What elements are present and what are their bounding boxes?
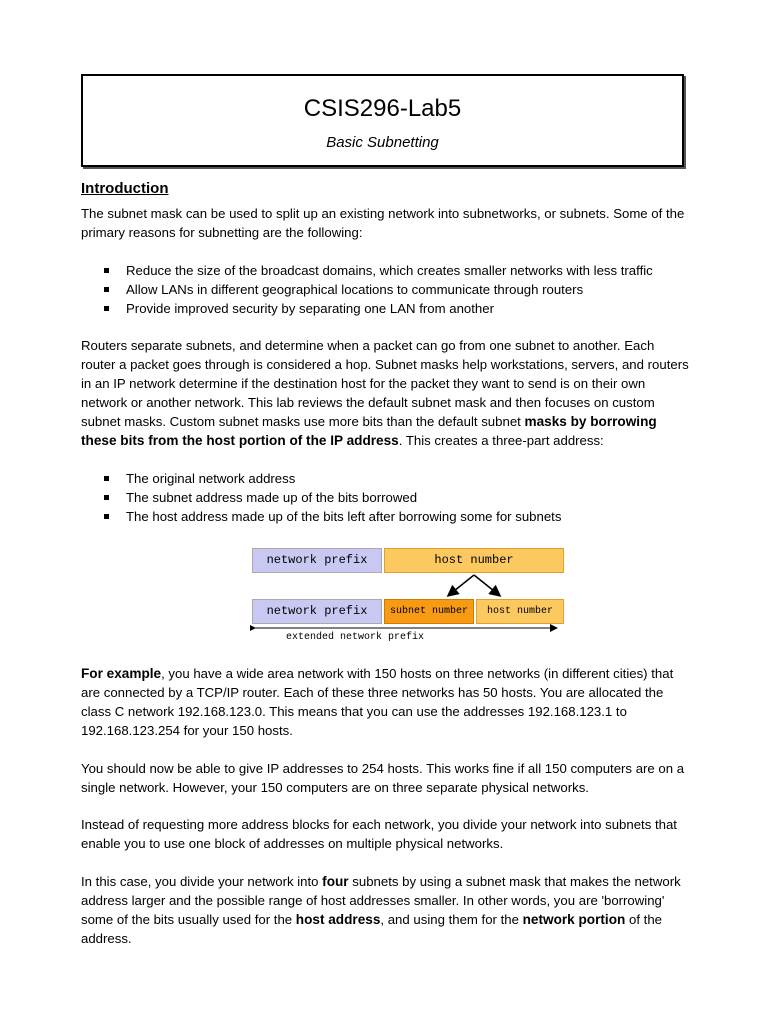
network-prefix-box: network prefix [252,548,382,573]
host-number-box: host number [384,548,564,573]
list-item: The original network address [104,469,704,488]
hosts-paragraph: You should now be able to give IP addresses to 254 hosts. This works fine if all 150 computers are on a single network. However, your 150 computers are on three separate physical networks. [81,761,685,795]
routers-bold-text: masks by borrowing these bits from the host portion of the IP address [81,414,657,448]
borrowing-text-4: of the address. [81,912,662,946]
subnets-paragraph: Instead of requesting more address blocks for each network, you divide your network into subnets that enable you to use one block of addresses on multiple physical networks. [81,817,677,851]
list-item: Provide improved security by separating one LAN from another [104,299,704,318]
subnet-diagram [250,546,570,650]
subnet-number-box: subnet number [384,599,474,624]
list-item: Reduce the size of the broadcast domains, which creates smaller networks with less traffic [104,261,704,280]
title-box [81,74,684,167]
section-heading-introduction: Introduction [81,180,169,197]
address-parts-list [104,469,704,526]
borrowing-bold-four: four [322,874,349,889]
reasons-list [104,261,704,318]
list-item: Allow LANs in different geographical locations to communicate through routers [104,280,704,299]
host-number-box-2: host number [476,599,564,624]
routers-paragraph [81,336,689,450]
borrowing-text: In this case, you divide your network into [81,874,323,889]
example-bold: For example [81,666,162,681]
borrowing-text-2: subnets by using a subnet mask that makes the network address larger and the possible range of host addresses smaller. In other words, you are 'borrowing' some of the bits usually used for the [81,874,681,927]
borrowing-text-3: , and using them for the [380,912,523,927]
example-paragraph [81,664,689,740]
network-prefix-box-2: network prefix [252,599,382,624]
borrowing-paragraph [81,872,689,948]
borrowing-bold-network: network portion [522,912,626,927]
list-item: The subnet address made up of the bits borrowed [104,488,704,507]
intro-paragraph: The subnet mask can be used to split up an existing network into subnetworks, or subnets. Some of the primary reasons for subnetting are the following: [81,206,685,240]
example-text: , you have a wide area network with 150 hosts on three networks (in different cities) that are connected by a TCP/IP router. Each of these three networks has 50 hosts. You are allocated the class C network 192.168.123.0. This means that you can use the addresses 192.168.123.1 to 192.168.123.254 for your 150 hosts. [81,666,674,738]
list-item: The host address made up of the bits left after borrowing some for subnets [104,507,704,526]
routers-text-end: . This creates a three-part address: [398,433,604,448]
borrowing-bold-host: host address [295,912,381,927]
page-subtitle: Basic Subnetting [326,134,439,151]
page-title: CSIS296-Lab5 [303,95,462,122]
routers-text: Routers separate subnets, and determine when a packet can go from one subnet to another. Each router a packet goes through is considered a hop. Subnet masks help workstations, servers, and routers in an IP network determine if the destination host for the packet they want to send is on their own network or another network. This lab reviews the default subnet mask and then focuses on custom subnet masks. Custom subnet masks use more bits than the default subnet [81,338,689,429]
extended-network-prefix-label: extended network prefix [286,632,425,643]
